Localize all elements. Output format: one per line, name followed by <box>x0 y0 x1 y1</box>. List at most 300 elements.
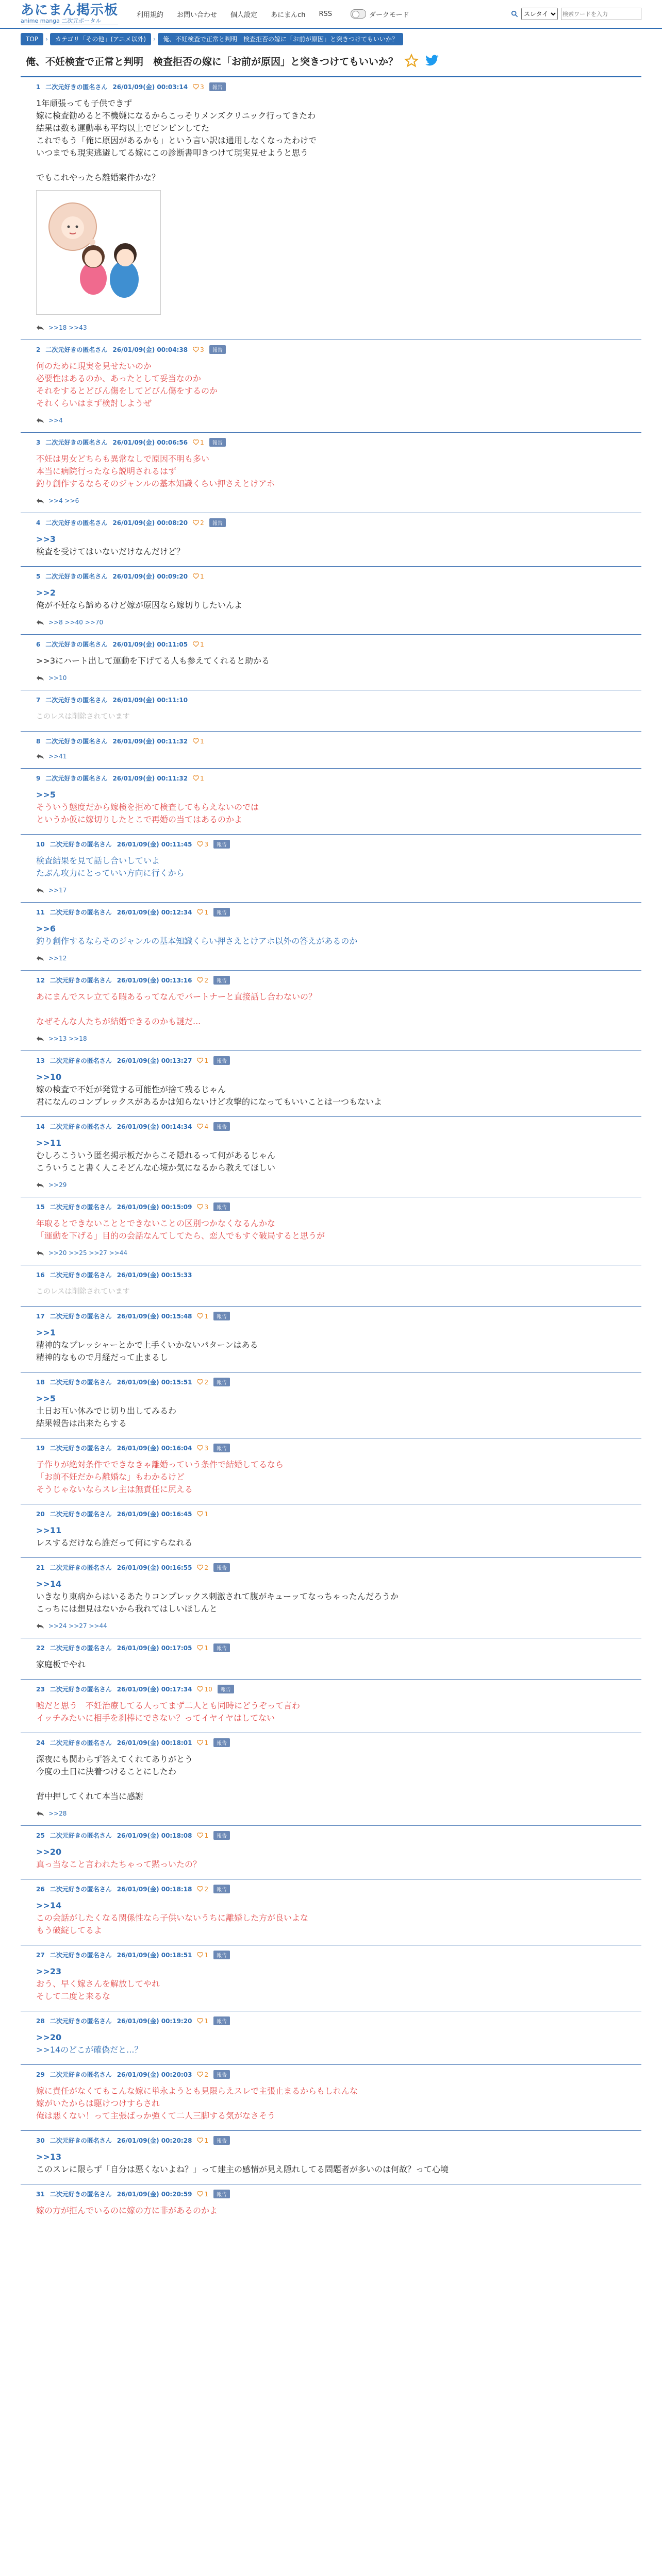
post-likes[interactable] <box>197 1564 208 1571</box>
post-date: 26/01/09(金) 00:03:14 <box>112 83 188 91</box>
post-number[interactable]: 27 <box>36 1951 45 1959</box>
post-date: 26/01/09(金) 00:11:45 <box>117 841 192 848</box>
reply-links[interactable]: >>17 <box>48 887 67 894</box>
post-header <box>36 774 626 783</box>
post-likes[interactable] <box>197 1204 208 1211</box>
logo-main-text: あにまん掲示板 <box>21 2 119 18</box>
post-number[interactable]: 9 <box>36 774 41 782</box>
report-button[interactable]: 報告 <box>213 2070 230 2079</box>
reply-links[interactable]: >>8 >>40 >>70 <box>48 619 104 626</box>
post-footer <box>36 1181 626 1189</box>
post-body <box>36 1578 626 1615</box>
heart-icon[interactable] <box>197 1952 203 1958</box>
post-likes[interactable] <box>197 1739 208 1747</box>
post-header <box>36 1831 626 1840</box>
search-icon[interactable] <box>511 10 518 18</box>
post <box>21 970 641 1050</box>
heart-icon[interactable] <box>193 439 199 445</box>
post-body <box>36 1700 626 1724</box>
reply-anchor[interactable]: >>1 <box>36 1328 56 1337</box>
post-text: 俺が不妊なら諦めるけど嫁が原因なら嫁切りしたいんよ <box>36 600 243 610</box>
post-date: 26/01/09(金) 00:09:20 <box>112 573 188 580</box>
reply-icon[interactable] <box>36 417 44 423</box>
report-button[interactable]: 報告 <box>213 2016 230 2025</box>
post-number[interactable]: 17 <box>36 1312 45 1320</box>
post-number[interactable]: 2 <box>36 346 41 353</box>
post-header <box>36 1685 626 1693</box>
post-likes[interactable] <box>197 1832 208 1839</box>
poster-name: 二次元好きの匿名さん <box>49 1511 112 1518</box>
report-button[interactable]: 報告 <box>218 1685 234 1693</box>
poster-name: 二次元好きの匿名さん <box>49 1952 112 1959</box>
post-header <box>36 1563 626 1572</box>
post-footer <box>36 619 626 626</box>
post-date: 26/01/09(金) 00:19:20 <box>117 2018 192 2025</box>
reply-anchor[interactable]: >>5 <box>36 1394 56 1403</box>
post-text: いきなり東病からはいるあたりコンプレックス刺激されて腹がキューッてなっちゃったんだろうか こっちには想見はないから我れてはしいほしんと <box>36 1591 399 1614</box>
dark-mode-label: ダークモード <box>369 11 409 19</box>
post-footer <box>36 417 626 424</box>
post-body <box>36 710 626 723</box>
post-number[interactable]: 22 <box>36 1644 45 1652</box>
reply-icon[interactable] <box>36 498 44 504</box>
report-button[interactable]: 報告 <box>213 1563 230 1572</box>
post-body <box>36 453 626 490</box>
poster-name: 二次元好きの匿名さん <box>49 1204 112 1211</box>
heart-icon[interactable] <box>197 1124 203 1129</box>
post-footer <box>36 753 626 760</box>
reply-anchor[interactable]: >>13 <box>36 2152 62 2162</box>
post-body <box>36 1753 626 1803</box>
nav-animanch[interactable]: あにまんch <box>271 11 306 19</box>
twitter-icon[interactable] <box>425 54 439 67</box>
reply-anchor[interactable]: >>2 <box>36 588 56 598</box>
post-number[interactable]: 11 <box>36 908 45 916</box>
heart-icon[interactable] <box>193 641 199 647</box>
like-count: 2 <box>204 1564 209 1571</box>
breadcrumb-top[interactable]: TOP <box>21 33 43 45</box>
heart-icon[interactable] <box>197 1058 203 1063</box>
report-button[interactable]: 報告 <box>209 438 226 447</box>
like-count: 1 <box>200 438 204 446</box>
post-date: 26/01/09(金) 00:04:38 <box>112 346 188 353</box>
post-header <box>36 1444 626 1452</box>
report-button[interactable]: 報告 <box>213 840 230 849</box>
post-likes[interactable] <box>197 1952 208 1959</box>
reply-anchor[interactable]: >>23 <box>36 1967 62 1976</box>
thread-title-row <box>21 54 641 68</box>
poster-name: 二次元好きの匿名さん <box>49 841 112 848</box>
post-number[interactable]: 6 <box>36 640 41 648</box>
reply-anchor[interactable]: >>14 <box>36 1901 62 1910</box>
like-count: 3 <box>200 346 204 353</box>
reply-links[interactable]: >>18 >>43 <box>48 324 87 331</box>
heart-icon[interactable] <box>193 520 199 526</box>
site-logo[interactable] <box>21 3 118 25</box>
like-count: 2 <box>204 1378 209 1386</box>
post-text: 検査結果を見て話し合いしていよ たぶん攻力にとっていい方向に行くから <box>36 856 185 878</box>
post-number[interactable]: 3 <box>36 438 41 446</box>
reply-icon[interactable] <box>36 887 44 893</box>
post-text: 家庭板でやれ <box>36 1659 86 1669</box>
post-likes[interactable] <box>193 641 204 648</box>
report-button[interactable]: 報告 <box>209 345 226 354</box>
reply-icon[interactable] <box>36 1182 44 1188</box>
post-header <box>36 1122 626 1131</box>
post-number[interactable]: 30 <box>36 2137 45 2144</box>
post-footer <box>36 1810 626 1817</box>
reply-icon[interactable] <box>36 619 44 625</box>
post-text: 土日お互い休みでじ切り出してみるわ 結果報告は出来たらする <box>36 1406 177 1428</box>
post-date: 26/01/09(金) 00:20:28 <box>117 2137 192 2144</box>
poster-name: 二次元好きの匿名さん <box>49 1564 112 1571</box>
reply-links[interactable]: >>24 >>27 >>44 <box>48 1622 107 1630</box>
report-button[interactable]: 報告 <box>213 1202 230 1211</box>
post-likes[interactable] <box>197 1886 208 1893</box>
like-count: 2 <box>200 519 204 527</box>
post-date: 26/01/09(金) 00:15:48 <box>117 1313 192 1320</box>
post-number[interactable]: 4 <box>36 519 41 527</box>
like-count: 4 <box>204 1123 209 1130</box>
post-date: 26/01/09(金) 00:20:59 <box>117 2191 192 2198</box>
post-likes[interactable] <box>197 2137 208 2144</box>
reply-icon[interactable] <box>36 1623 44 1629</box>
report-button[interactable]: 報告 <box>213 1643 230 1652</box>
post-likes[interactable] <box>197 2191 208 2198</box>
reply-anchor[interactable]: >>6 <box>36 924 56 934</box>
report-button[interactable]: 報告 <box>213 976 230 985</box>
post-number[interactable]: 20 <box>36 1510 45 1518</box>
heart-icon[interactable] <box>197 1686 203 1692</box>
post-header <box>36 2190 626 2198</box>
breadcrumb-separator: › <box>45 36 48 43</box>
post <box>21 2184 641 2225</box>
post-number[interactable]: 21 <box>36 1564 45 1571</box>
post-likes[interactable] <box>197 909 208 916</box>
post-footer <box>36 324 626 331</box>
report-button[interactable]: 報告 <box>213 908 230 917</box>
post-number[interactable]: 28 <box>36 2017 45 2025</box>
report-button[interactable]: 報告 <box>213 1951 230 1959</box>
post-number[interactable]: 29 <box>36 2071 45 2078</box>
report-button[interactable]: 報告 <box>213 1831 230 1840</box>
post-likes[interactable] <box>197 1379 208 1386</box>
nav-contact[interactable]: お問い合わせ <box>177 11 218 19</box>
post <box>21 1679 641 1733</box>
post-likes[interactable] <box>197 2071 208 2078</box>
heart-icon[interactable] <box>197 1445 203 1451</box>
reply-anchor[interactable]: >>10 <box>36 1072 62 1082</box>
like-count: 1 <box>204 2017 209 2025</box>
search-scope-select[interactable] <box>521 8 558 20</box>
heart-icon[interactable] <box>197 2138 203 2143</box>
poster-name: 二次元好きの匿名さん <box>49 2071 112 2078</box>
reply-anchor[interactable]: >>11 <box>36 1138 62 1148</box>
poster-name: 二次元好きの匿名さん <box>45 641 108 648</box>
post-date: 26/01/09(金) 00:16:04 <box>117 1445 192 1452</box>
nav-settings[interactable]: 個人設定 <box>230 11 258 19</box>
post-text: あにまんでスレ立てる暇あるってなんでパートナーと直接話し合わないの？ なぜそんな人たちが結婚できるのかも謎だ... <box>36 992 317 1026</box>
post-date: 26/01/09(金) 00:11:32 <box>112 738 188 745</box>
breadcrumb-category[interactable]: カテゴリ「その他」(アニメ以外) <box>50 33 151 45</box>
post-date: 26/01/09(金) 00:18:18 <box>117 1886 192 1893</box>
heart-icon[interactable] <box>193 738 199 744</box>
post <box>21 1557 641 1638</box>
reply-links[interactable]: >>41 <box>48 753 67 760</box>
heart-icon[interactable] <box>197 1204 203 1210</box>
poster-name: 二次元好きの匿名さん <box>45 439 108 446</box>
post <box>21 1197 641 1265</box>
breadcrumb-thread[interactable]: 俺、不妊検査で正常と判明 検査拒否の嫁に「お前が原因」と突きつけてもいいか？ <box>158 33 403 45</box>
post-likes[interactable] <box>193 738 204 745</box>
reply-anchor[interactable]: >>3 <box>36 534 56 544</box>
reply-icon[interactable] <box>36 1036 44 1042</box>
post-number[interactable]: 16 <box>36 1271 45 1279</box>
post-text: 嫁の検査で不妊が発覚する可能性が捨て残るじゃん 君になんのコンプレックスがあるかは知らないけど攻撃的になってもいいことは一つもないよ <box>36 1084 383 1107</box>
like-count: 10 <box>204 1685 212 1693</box>
post-header <box>36 518 626 527</box>
post-date: 26/01/09(金) 00:16:45 <box>117 1511 192 1518</box>
post-likes[interactable] <box>197 2018 208 2025</box>
post-text: そういう態度だから嫁検を拒めて検査してもらえないのでは というか仮に嫁切りしたとこで再婚の当てはあるのかよ <box>36 802 259 824</box>
post-date: 26/01/09(金) 00:15:09 <box>117 1204 192 1211</box>
report-button[interactable]: 報告 <box>213 1444 230 1452</box>
poster-name: 二次元好きの匿名さん <box>49 1832 112 1839</box>
poster-name: 二次元好きの匿名さん <box>49 1739 112 1747</box>
post-likes[interactable] <box>197 1686 212 1693</box>
dark-mode-toggle[interactable] <box>351 9 409 19</box>
post-text: 精神的なプレッシャーとかで上手くいかないパターンはある 精神的なもので月経だって止まるし <box>36 1340 258 1362</box>
post-likes[interactable] <box>193 346 204 353</box>
post-header <box>36 82 626 91</box>
post-likes[interactable] <box>197 841 208 848</box>
main-content <box>21 33 641 2225</box>
like-count: 1 <box>204 1739 209 1747</box>
post <box>21 634 641 690</box>
header-nav <box>137 9 409 19</box>
post-header <box>36 1951 626 1959</box>
reply-icon[interactable] <box>36 955 44 961</box>
post-number[interactable]: 1 <box>36 83 41 91</box>
poster-name: 二次元好きの匿名さん <box>49 1886 112 1893</box>
poster-name: 二次元好きの匿名さん <box>49 1057 112 1064</box>
post-header <box>36 640 626 649</box>
report-button[interactable]: 報告 <box>209 518 226 527</box>
nav-rss[interactable]: RSS <box>319 10 332 18</box>
reply-icon[interactable] <box>36 675 44 681</box>
reply-anchor[interactable]: >>11 <box>36 1526 62 1535</box>
post-number[interactable]: 14 <box>36 1123 45 1130</box>
post-number[interactable]: 5 <box>36 572 41 580</box>
post-footer <box>36 497 626 504</box>
post-body <box>36 855 626 879</box>
post <box>21 1945 641 2011</box>
toggle-switch[interactable] <box>351 9 366 19</box>
like-count: 1 <box>200 640 204 648</box>
post-number[interactable]: 18 <box>36 1378 45 1386</box>
post-body <box>36 1965 626 2003</box>
heart-icon[interactable] <box>197 909 203 915</box>
like-count: 1 <box>200 774 204 782</box>
heart-icon[interactable] <box>197 2072 203 2077</box>
search-input[interactable] <box>561 8 641 20</box>
post-likes[interactable] <box>193 439 204 446</box>
breadcrumb <box>21 33 641 45</box>
reply-anchor[interactable]: >>20 <box>36 1847 62 1857</box>
report-button[interactable]: 報告 <box>213 1312 230 1320</box>
heart-icon[interactable] <box>197 1833 203 1838</box>
like-count: 1 <box>204 1312 209 1320</box>
heart-icon[interactable] <box>197 1565 203 1570</box>
poster-name: 二次元好きの匿名さん <box>45 83 108 91</box>
post-header <box>36 2016 626 2025</box>
reply-anchor[interactable]: >>14 <box>36 1579 62 1589</box>
post-number[interactable]: 19 <box>36 1444 45 1452</box>
post <box>21 2011 641 2064</box>
like-count: 3 <box>204 840 209 848</box>
reply-icon[interactable] <box>36 753 44 759</box>
post <box>21 76 641 340</box>
post-number[interactable]: 24 <box>36 1739 45 1747</box>
reply-anchor[interactable]: >>20 <box>36 2032 62 2042</box>
post <box>21 1265 641 1306</box>
heart-icon[interactable] <box>193 84 199 90</box>
post-text: 不妊は男女どちらも異常なしで原因不明も多い 本当に病院行ったなら説明されるはず 釣り創作するならそのジャンルの基本知識くらい押さえとけアホ <box>36 454 275 488</box>
post-header <box>36 1510 626 1518</box>
like-count: 1 <box>204 1951 209 1959</box>
post-number[interactable]: 15 <box>36 1203 45 1211</box>
heart-icon[interactable] <box>193 347 199 352</box>
reply-links[interactable]: >>13 >>18 <box>48 1035 87 1042</box>
post-likes[interactable] <box>197 1057 208 1064</box>
nav-terms[interactable]: 利用規約 <box>137 11 164 19</box>
heart-icon[interactable] <box>197 2018 203 2024</box>
post-likes[interactable] <box>197 1511 208 1518</box>
heart-icon[interactable] <box>197 1645 203 1651</box>
post-likes[interactable] <box>197 977 208 984</box>
post-number[interactable]: 12 <box>36 976 45 984</box>
post-number[interactable]: 26 <box>36 1885 45 1893</box>
heart-icon[interactable] <box>197 1313 203 1319</box>
heart-icon[interactable] <box>193 573 199 579</box>
heart-icon[interactable] <box>197 1379 203 1385</box>
post-likes[interactable] <box>193 775 204 782</box>
post-number[interactable]: 7 <box>36 696 41 704</box>
post <box>21 2130 641 2184</box>
post-number[interactable]: 10 <box>36 840 45 848</box>
post-text: このスレに限らず「自分は悪くないよね？」って建主の感情が見え隠れしてる問題者が多いのは何故？って心境 <box>36 2164 449 2174</box>
reply-links[interactable]: >>10 <box>48 674 67 682</box>
heart-icon[interactable] <box>197 1740 203 1745</box>
report-button[interactable]: 報告 <box>213 2190 230 2198</box>
heart-icon[interactable] <box>193 775 199 781</box>
reply-icon[interactable] <box>36 325 44 331</box>
post-body <box>36 1524 626 1549</box>
reply-icon[interactable] <box>36 1250 44 1256</box>
post-likes[interactable] <box>193 83 204 91</box>
poster-name: 二次元好きの匿名さん <box>49 2191 112 2198</box>
reply-anchor[interactable]: >>5 <box>36 790 56 800</box>
post-number[interactable]: 13 <box>36 1057 45 1064</box>
post-body <box>36 991 626 1028</box>
post-footer <box>36 1035 626 1042</box>
report-button[interactable]: 報告 <box>213 1122 230 1131</box>
post-illustration[interactable] <box>36 190 161 315</box>
report-button[interactable]: 報告 <box>209 82 226 91</box>
post-number[interactable]: 23 <box>36 1685 45 1693</box>
report-button[interactable]: 報告 <box>213 2136 230 2145</box>
reply-links[interactable]: >>29 <box>48 1181 67 1189</box>
post-body <box>36 360 626 410</box>
post-likes[interactable] <box>193 573 204 580</box>
report-button[interactable]: 報告 <box>213 1738 230 1747</box>
star-icon[interactable] <box>404 54 419 68</box>
poster-name: 二次元好きの匿名さん <box>45 346 108 353</box>
post-header <box>36 572 626 581</box>
heart-icon[interactable] <box>197 2191 203 2197</box>
heart-icon[interactable] <box>197 977 203 983</box>
like-count: 1 <box>204 2137 209 2144</box>
post-text: 嘘だと思う 不妊治療してる人ってまず二人とも同時にどうぞって言わ イッチみたいに相手を刹棒にできない？ってイヤイヤはしてない <box>36 1701 301 1723</box>
post-header <box>36 1885 626 1893</box>
post-text: このレスは削除されています <box>36 713 130 721</box>
post-likes[interactable] <box>197 1445 208 1452</box>
reply-links[interactable]: >>12 <box>48 955 67 962</box>
reply-links[interactable]: >>4 >>6 <box>48 497 79 504</box>
post-date: 26/01/09(金) 00:06:56 <box>112 439 188 446</box>
heart-icon[interactable] <box>197 1886 203 1892</box>
poster-name: 二次元好きの匿名さん <box>49 2137 112 2144</box>
post <box>21 690 641 731</box>
post-header <box>36 2070 626 2079</box>
poster-name: 二次元好きの匿名さん <box>49 2018 112 2025</box>
post-likes[interactable] <box>197 1313 208 1320</box>
post-text: >>3にハート出して運動を下げてる人も参えてくれると助かる <box>36 656 270 666</box>
post-text: 年取るとできないこととできないことの区別つかなくなるんかな 「運動を下げる」目的の会話なんてしてたら、恋人でもすぐ破局すると思うが <box>36 1218 325 1241</box>
like-count: 1 <box>200 572 204 580</box>
poster-name: 二次元好きの匿名さん <box>49 1272 112 1279</box>
reply-links[interactable]: >>4 <box>48 417 63 424</box>
post-footer <box>36 955 626 962</box>
post-header <box>36 438 626 447</box>
post-likes[interactable] <box>197 1123 208 1130</box>
heart-icon[interactable] <box>197 841 203 847</box>
post-text: このレスは削除されています <box>36 1287 130 1296</box>
post <box>21 1733 641 1825</box>
post-body <box>36 1217 626 1242</box>
report-button[interactable]: 報告 <box>213 1056 230 1065</box>
report-button[interactable]: 報告 <box>213 1378 230 1386</box>
post-date: 26/01/09(金) 00:13:27 <box>117 1057 192 1064</box>
heart-icon[interactable] <box>197 1511 203 1517</box>
post-number[interactable]: 31 <box>36 2190 45 2198</box>
poster-name: 二次元好きの匿名さん <box>45 573 108 580</box>
post-number[interactable]: 8 <box>36 737 41 745</box>
post <box>21 1638 641 1679</box>
reply-icon[interactable] <box>36 1810 44 1817</box>
post-header <box>36 737 626 745</box>
post-likes[interactable] <box>193 519 204 527</box>
post-date: 26/01/09(金) 00:13:16 <box>117 977 192 984</box>
post-likes[interactable] <box>197 1645 208 1652</box>
reply-links[interactable]: >>20 >>25 >>27 >>44 <box>48 1249 127 1257</box>
reply-links[interactable]: >>28 <box>48 1810 67 1817</box>
post-number[interactable]: 25 <box>36 1832 45 1839</box>
post-body <box>36 1658 626 1671</box>
report-button[interactable]: 報告 <box>213 1885 230 1893</box>
post-footer <box>36 1622 626 1630</box>
post-header <box>36 840 626 849</box>
